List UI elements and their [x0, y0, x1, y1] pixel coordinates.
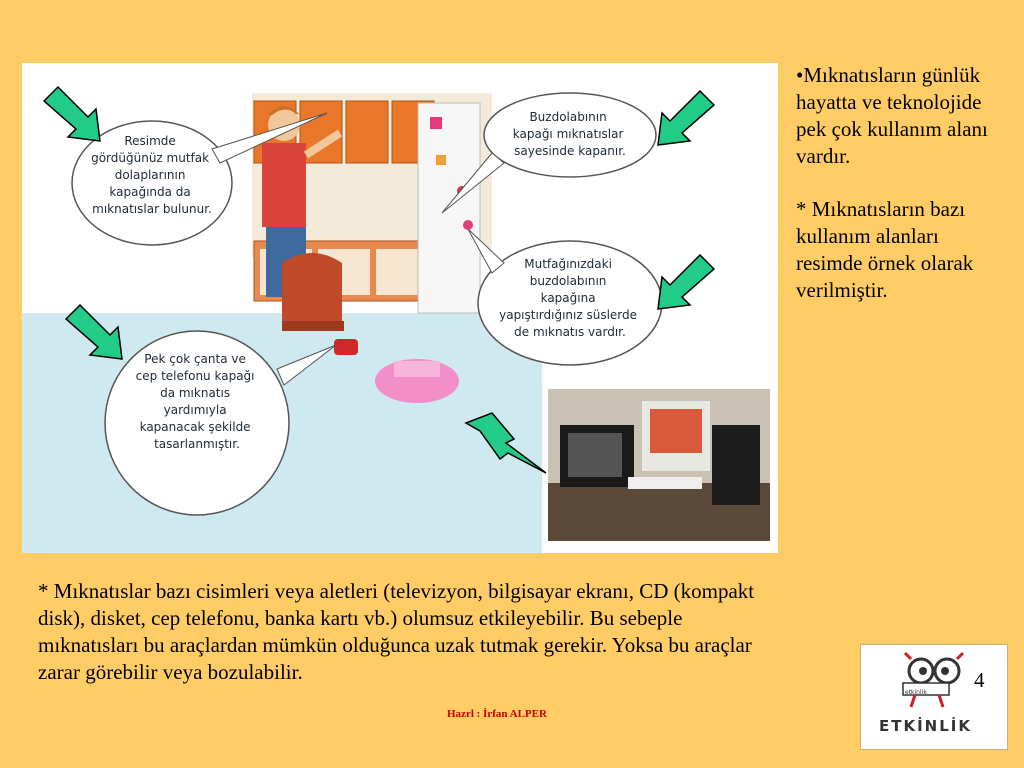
bubble-fridge-door-line: Buzdolabının: [529, 110, 607, 124]
bubble-fridge-door-line: sayesinde kapanır.: [514, 144, 626, 158]
right-paragraph-2: * Mıknatısların bazı kullanım alanları resimde örnek olarak verilmiştir.: [796, 197, 974, 302]
right-text-block: [796, 62, 996, 330]
author-credit: Hazrl : İrfan ALPER: [447, 708, 547, 720]
logo-word: ETKİNLİK: [879, 717, 972, 735]
bubble-bag-phone-line: cep telefonu kapağı: [135, 369, 255, 383]
bubble-cabinets-line: Resimde: [124, 134, 176, 148]
etkinlik-logo: [860, 644, 1008, 750]
bubble-bag-phone-line: da mıknatıs: [160, 386, 231, 400]
computer-photo: [548, 389, 770, 541]
bubble-bag-phone-line: tasarlanmıştır.: [154, 437, 240, 451]
right-paragraph-1: •Mıknatısların günlük hayatta ve teknolojide pek çok kullanım alanı vardır.: [796, 63, 988, 168]
bubble-cabinets-line: kapağında da: [109, 185, 191, 199]
bottom-paragraph: * Mıknatıslar bazı cisimleri veya aletleri (televizyon, bilgisayar ekranı, CD (kompakt disk), disket, cep telefonu, banka kartı vb.) olumsuz etkileyebilir. Bu sebeple mıknatısları bu araçlardan mümkün olduğunca uzak tutmak gerekir. Yoksa bu araçlar zarar görebilir veya bozulabilir.: [38, 579, 755, 684]
bubble-cabinets-line: gördüğünüz mutfak: [91, 151, 210, 165]
bubble-bag-phone-line: Pek çok çanta ve: [144, 352, 246, 366]
chair: [282, 253, 344, 331]
bubble-fridge-decor-line: Mutfağınızdaki: [524, 257, 612, 271]
bubble-cabinets-line: dolaplarının: [114, 168, 186, 182]
logo-small-text: etkinlik: [905, 689, 927, 696]
kitchen-illustration: [22, 63, 778, 553]
bubble-fridge-decor-line: kapağına: [540, 291, 596, 305]
bubble-cabinets-line: mıknatıslar bulunur.: [92, 202, 212, 216]
bubble-bag-phone-line: kapanacak şekilde: [139, 420, 251, 434]
bubble-fridge-decor-line: yapıştırdığınız süslerde: [499, 308, 638, 322]
page-number: 4: [974, 668, 985, 692]
bubble-bag-phone-line: yardımıyla: [163, 403, 227, 417]
bubble-fridge-decor-line: buzdolabının: [529, 274, 607, 288]
bubble-fridge-door-line: kapağı mıknatıslar: [512, 127, 624, 141]
svg-text:Buzdolabının kapağı mı: [513, 110, 628, 158]
bubble-fridge-decor-line: de mıknatıs vardır.: [514, 325, 626, 339]
fridge: [418, 103, 480, 313]
